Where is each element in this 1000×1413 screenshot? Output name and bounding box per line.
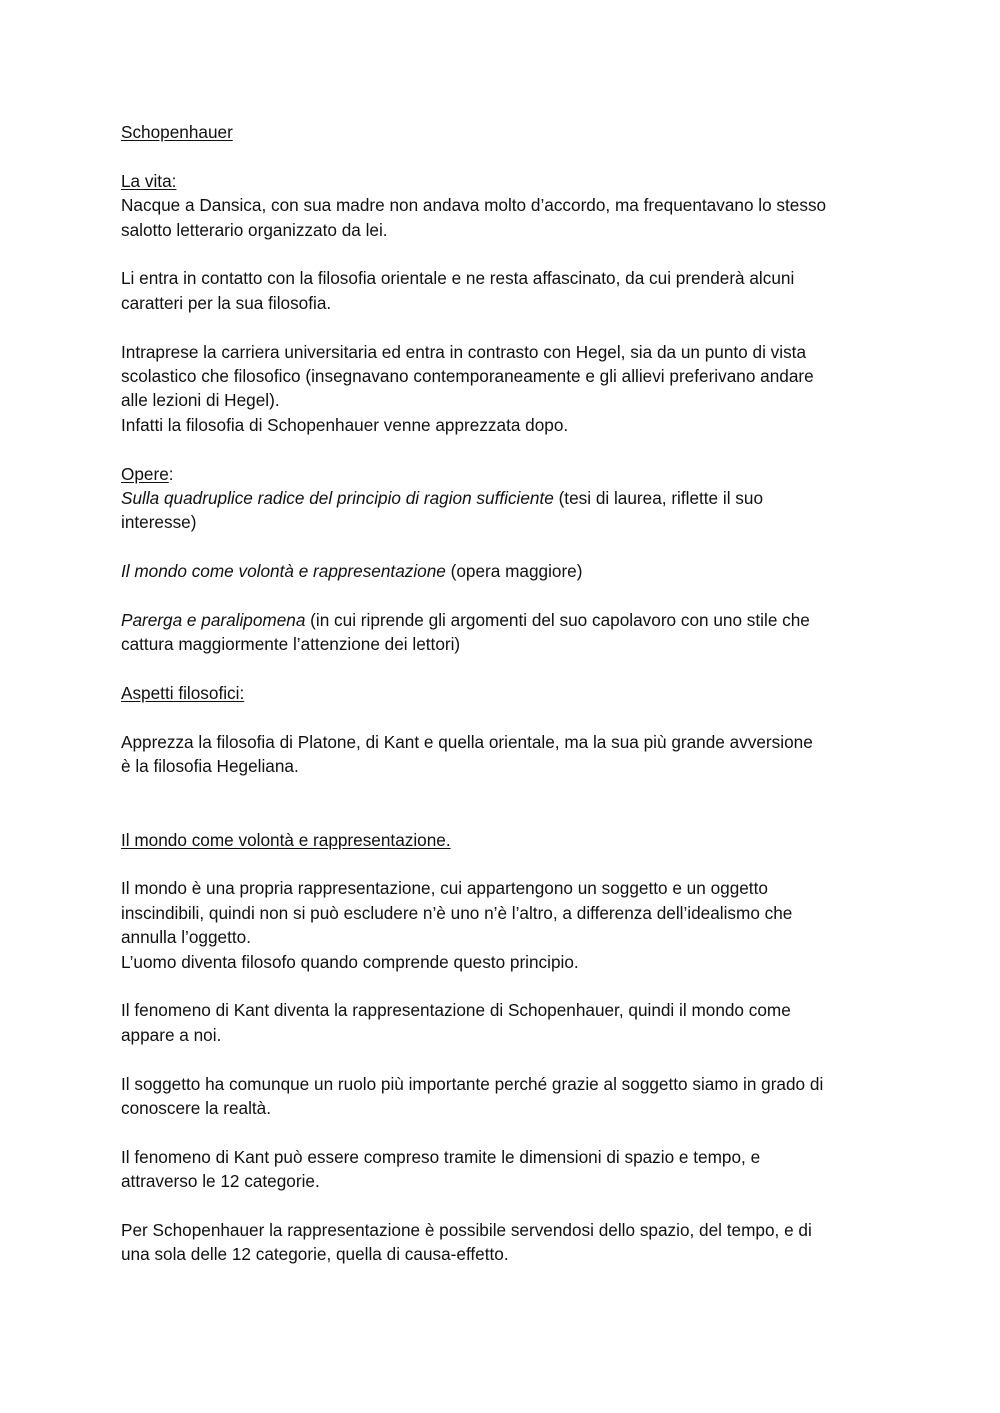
spacer [121, 657, 891, 681]
paragraph-line: salotto letterario organizzato da lei. [121, 219, 388, 240]
opere-heading-text: Opere [121, 463, 169, 484]
paragraph-line: inscindibili, quindi non si può escludere n’è uno n’è l’altro, a differenza dell’idealismo che [121, 902, 793, 923]
work-entry [121, 608, 891, 632]
spacer [121, 437, 891, 461]
spacer [121, 779, 891, 803]
work-note: (opera maggiore) [445, 561, 583, 582]
paragraph-line: Il mondo è una propria rappresentazione, cui appartengono un soggetto e un oggetto [121, 878, 768, 899]
paragraph-line: Li entra in contatto con la filosofia orientale e ne resta affascinato, da cui prenderà alcuni [121, 268, 795, 289]
work-title: Il mondo come volontà e rappresentazione [121, 561, 446, 582]
spacer [121, 974, 891, 998]
paragraph-line: scolastico che filosofico (insegnavano contemporaneamente e gli allievi preferivano andare [121, 366, 814, 387]
document-title: Schopenhauer [121, 122, 233, 142]
paragraph-line: Il soggetto ha comunque un ruolo più importante perché grazie al soggetto siamo in grado di [121, 1073, 824, 1094]
paragraph-line: Il fenomeno di Kant può essere compreso tramite le dimensioni di spazio e tempo, e [121, 1146, 761, 1167]
paragraph-line: Il fenomeno di Kant diventa la rappresentazione di Schopenhauer, quindi il mondo come [121, 1000, 791, 1021]
paragraph-line: cattura maggiormente l’attenzione dei lettori) [121, 634, 461, 655]
paragraph-line: L’uomo diventa filosofo quando comprende questo principio. [121, 951, 579, 972]
paragraph-line: Per Schopenhauer la rappresentazione è possibile servendosi dello spazio, del tempo, e di [121, 1220, 812, 1241]
paragraph-line: Infatti la filosofia di Schopenhauer venne apprezzata dopo. [121, 414, 569, 435]
document-page [121, 120, 891, 1267]
work-title: Sulla quadruplice radice del principio di ragion sufficiente [121, 488, 554, 509]
paragraph-line: alle lezioni di Hegel). [121, 390, 280, 411]
spacer [121, 1194, 891, 1218]
section-heading-mondo: Il mondo come volontà e rappresentazione. [121, 829, 451, 850]
paragraph-line: appare a noi. [121, 1024, 222, 1045]
spacer [121, 315, 891, 339]
spacer [121, 242, 891, 266]
paragraph-line: conoscere la realtà. [121, 1098, 271, 1119]
paragraph-line: Nacque a Dansica, con sua madre non andava molto d’accordo, ma frequentavano lo stesso [121, 195, 827, 216]
spacer [121, 144, 891, 168]
spacer [121, 1047, 891, 1071]
paragraph-line: una sola delle 12 categorie, quella di causa-effetto. [121, 1244, 509, 1265]
spacer [121, 803, 891, 827]
paragraph-line: caratteri per la sua filosofia. [121, 292, 332, 313]
spacer [121, 584, 891, 608]
paragraph-line: è la filosofia Hegeliana. [121, 756, 299, 777]
work-title: Parerga e paralipomena [121, 610, 306, 631]
paragraph-line: interesse) [121, 512, 197, 533]
work-entry [121, 559, 891, 583]
spacer [121, 535, 891, 559]
work-note: (in cui riprende gli argomenti del suo capolavoro con uno stile che [305, 610, 810, 631]
spacer [121, 852, 891, 876]
work-entry [121, 486, 891, 510]
section-heading-opere [121, 462, 891, 486]
spacer [121, 706, 891, 730]
paragraph-line: annulla l’oggetto. [121, 927, 251, 948]
paragraph-line: Intraprese la carriera universitaria ed entra in contrasto con Hegel, sia da un punto di vista [121, 341, 807, 362]
work-note: (tesi di laurea, riflette il suo [553, 488, 764, 509]
paragraph-line: Apprezza la filosofia di Platone, di Kant e quella orientale, ma la sua più grande avversione [121, 732, 813, 753]
opere-heading-colon: : [168, 463, 174, 484]
paragraph-line: attraverso le 12 categorie. [121, 1171, 320, 1192]
section-heading-vita: La vita: [121, 170, 177, 191]
spacer [121, 1120, 891, 1144]
section-heading-aspetti: Aspetti filosofici: [121, 683, 245, 704]
